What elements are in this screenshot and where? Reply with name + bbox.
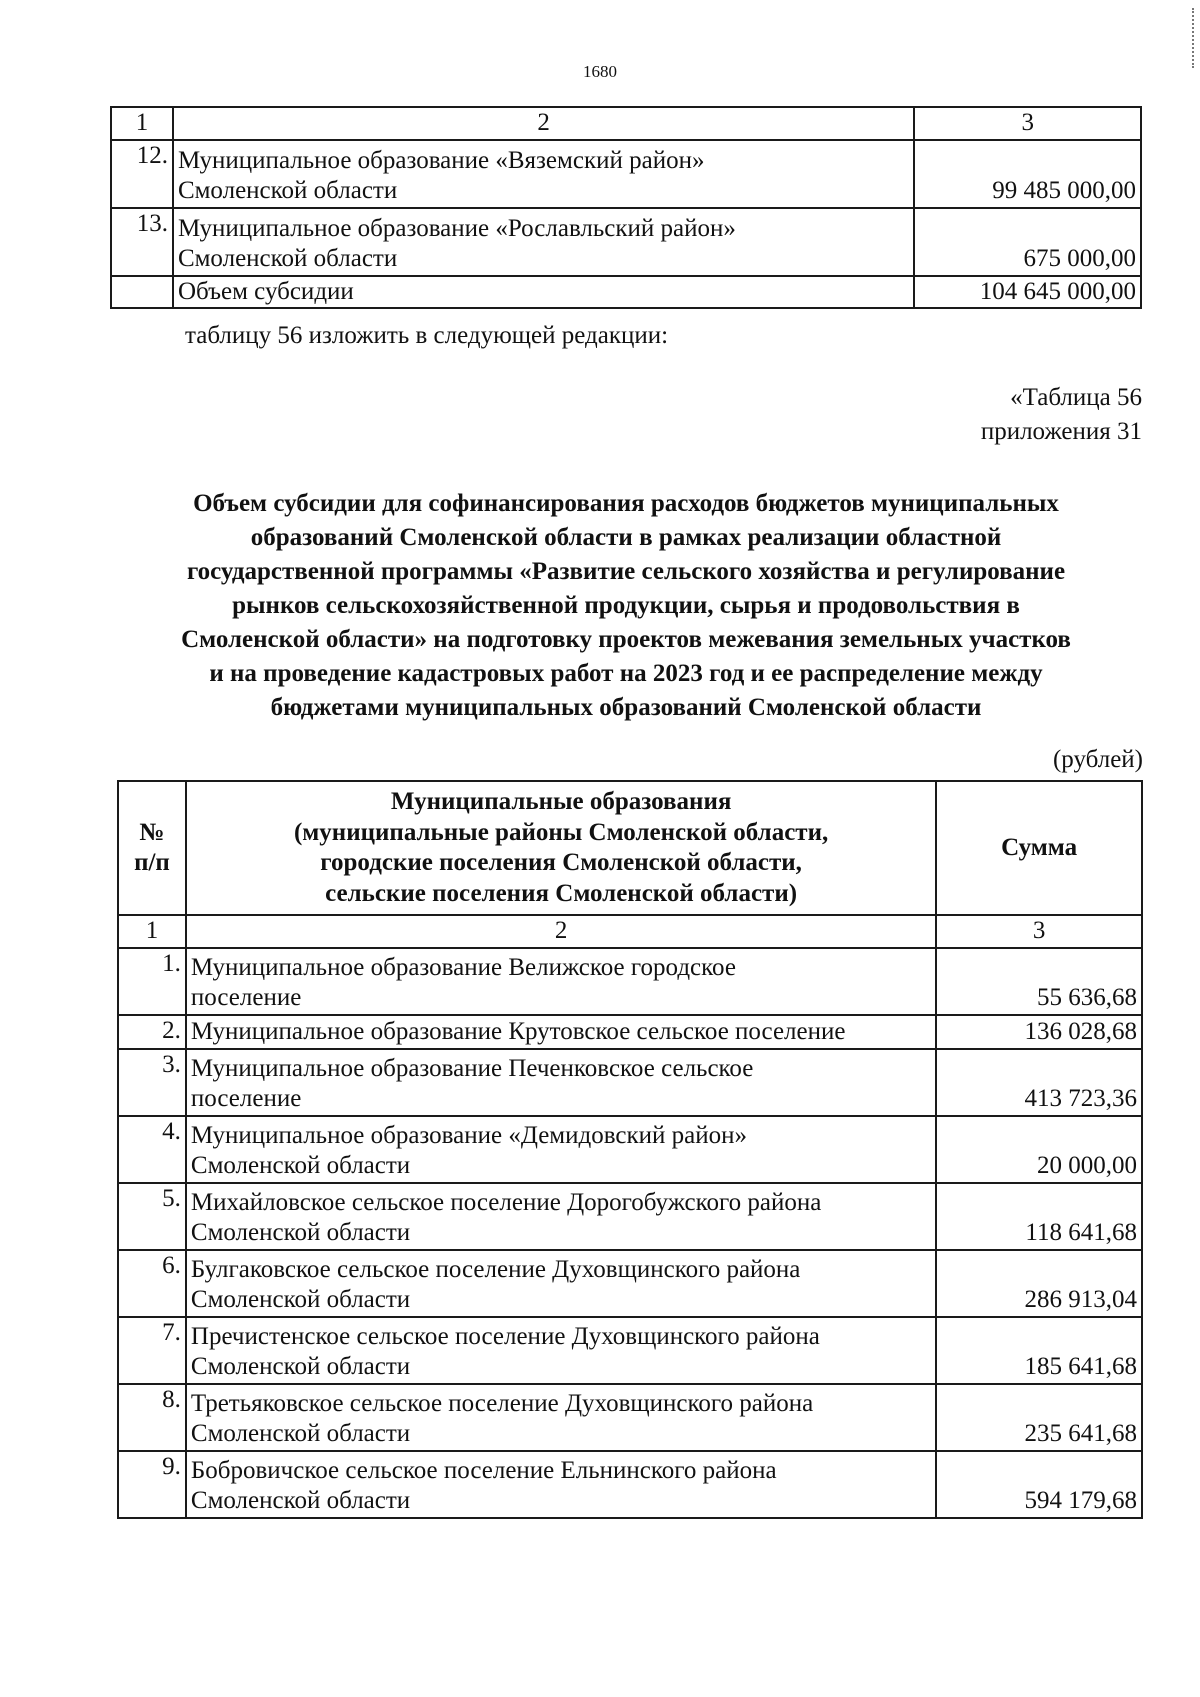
row-name-line: Муниципальное образование Печенковское сельское bbox=[190, 1054, 754, 1082]
row-name bbox=[186, 1183, 936, 1250]
title-line: бюджетами муниципальных образований Смоленской области bbox=[270, 694, 982, 721]
row-name-line: Смоленской области bbox=[190, 1487, 411, 1514]
row-name-line: Смоленской области bbox=[190, 1286, 411, 1313]
row-name bbox=[186, 1116, 936, 1183]
document-title bbox=[110, 487, 1142, 725]
table-row bbox=[118, 1384, 1142, 1451]
row-sum: 185 641,68 bbox=[936, 1317, 1142, 1384]
row-sum: 235 641,68 bbox=[936, 1384, 1142, 1451]
row-name-line: Михайловское сельское поселение Дорогобужского района bbox=[190, 1188, 822, 1216]
index-cell: 1 bbox=[118, 915, 186, 948]
row-name-line: Муниципальное образование «Вяземский район» bbox=[177, 146, 705, 174]
row-name bbox=[186, 1317, 936, 1384]
row-number: 8. bbox=[118, 1384, 186, 1451]
header-sum: Сумма bbox=[936, 781, 1142, 915]
scan-edge-mark bbox=[1192, 8, 1194, 68]
row-sum: 286 913,04 bbox=[936, 1250, 1142, 1317]
table-row bbox=[118, 1317, 1142, 1384]
row-number: 13. bbox=[111, 208, 173, 276]
table-row bbox=[111, 208, 1141, 276]
row-number: 3. bbox=[118, 1049, 186, 1116]
header-line: сельские поселения Смоленской области) bbox=[325, 879, 798, 907]
row-name-line: поселение bbox=[190, 1085, 302, 1112]
table-header-row bbox=[118, 781, 1142, 915]
page-number: 1680 bbox=[583, 62, 617, 81]
table-row bbox=[111, 140, 1141, 208]
row-number: 4. bbox=[118, 1116, 186, 1183]
index-cell: 3 bbox=[914, 107, 1141, 140]
row-name-line: Пречистенское сельское поселение Духовщинского района bbox=[190, 1322, 820, 1350]
index-cell: 3 bbox=[936, 915, 1142, 948]
row-name-line: Смоленской области bbox=[177, 177, 398, 204]
title-line: Смоленской области» на подготовку проектов межевания земельных участков bbox=[181, 626, 1071, 653]
row-name-line: Смоленской области bbox=[177, 245, 398, 272]
row-name bbox=[186, 1250, 936, 1317]
header-line: № bbox=[139, 818, 165, 846]
row-name-line: Бобровичское сельское поселение Ельнинского района bbox=[190, 1456, 777, 1484]
row-number: 12. bbox=[111, 140, 173, 208]
row-name bbox=[186, 948, 936, 1015]
subsidy-distribution-table bbox=[117, 780, 1143, 1519]
total-label: Объем субсидии bbox=[173, 276, 914, 309]
instruction-text: таблицу 56 изложить в следующей редакции: bbox=[185, 322, 669, 349]
header-number bbox=[118, 781, 186, 915]
table-row bbox=[118, 1116, 1142, 1183]
row-sum: 675 000,00 bbox=[914, 208, 1141, 276]
total-row bbox=[111, 276, 1141, 309]
row-name bbox=[186, 1451, 936, 1518]
row-number: 9. bbox=[118, 1451, 186, 1518]
row-sum: 20 000,00 bbox=[936, 1116, 1142, 1183]
table-row bbox=[118, 1183, 1142, 1250]
row-sum: 55 636,68 bbox=[936, 948, 1142, 1015]
table-reference-line: «Таблица 56 bbox=[1010, 384, 1142, 411]
row-number: 6. bbox=[118, 1250, 186, 1317]
table-row bbox=[118, 1451, 1142, 1518]
header-name bbox=[186, 781, 936, 915]
table-index-row bbox=[111, 107, 1141, 140]
row-sum: 136 028,68 bbox=[936, 1015, 1142, 1049]
row-sum: 594 179,68 bbox=[936, 1451, 1142, 1518]
row-name bbox=[186, 1015, 936, 1049]
row-name bbox=[186, 1049, 936, 1116]
title-line: рынков сельскохозяйственной продукции, сырья и продовольствия в bbox=[232, 592, 1020, 619]
row-name-line: Смоленской области bbox=[190, 1219, 411, 1246]
row-sum: 99 485 000,00 bbox=[914, 140, 1141, 208]
title-line: и на проведение кадастровых работ на 2023 год и ее распределение между bbox=[209, 660, 1043, 687]
units-label: (рублей) bbox=[1052, 746, 1143, 773]
row-name-line: Третьяковское сельское поселение Духовщинского района bbox=[190, 1389, 814, 1417]
row-name-line: Муниципальное образование Велижское городское bbox=[190, 953, 736, 981]
row-name-line: Муниципальное образование Крутовское сельское поселение bbox=[190, 1018, 846, 1045]
header-line: п/п bbox=[134, 849, 170, 876]
row-sum: 118 641,68 bbox=[936, 1183, 1142, 1250]
table-row bbox=[118, 948, 1142, 1015]
table-row bbox=[118, 1015, 1142, 1049]
index-cell: 1 bbox=[111, 107, 173, 140]
row-name-line: Смоленской области bbox=[190, 1420, 411, 1447]
row-name-line: Булгаковское сельское поселение Духовщинского района bbox=[190, 1255, 801, 1283]
row-number: 1. bbox=[118, 948, 186, 1015]
row-name-line: Муниципальное образование «Рославльский район» bbox=[177, 214, 736, 242]
row-number: 7. bbox=[118, 1317, 186, 1384]
header-line: Муниципальные образования bbox=[390, 788, 732, 815]
table-reference-line: приложения 31 bbox=[980, 418, 1142, 445]
table-index-row bbox=[118, 915, 1142, 948]
total-sum: 104 645 000,00 bbox=[914, 276, 1141, 309]
title-line: государственной программы «Развитие сельского хозяйства и регулирование bbox=[186, 558, 1066, 585]
continued-table bbox=[110, 106, 1142, 309]
row-name-line: Смоленской области bbox=[190, 1152, 411, 1179]
row-name bbox=[186, 1384, 936, 1451]
row-name-line: Смоленской области bbox=[190, 1353, 411, 1380]
title-line: Объем субсидии для софинансирования расходов бюджетов муниципальных bbox=[193, 490, 1059, 517]
index-cell: 2 bbox=[173, 107, 914, 140]
table-row bbox=[118, 1049, 1142, 1116]
row-sum: 413 723,36 bbox=[936, 1049, 1142, 1116]
row-name-line: Муниципальное образование «Демидовский район» bbox=[190, 1121, 747, 1149]
row-name bbox=[173, 208, 914, 276]
row-name-line: поселение bbox=[190, 984, 302, 1011]
index-cell: 2 bbox=[186, 915, 936, 948]
row-number: 2. bbox=[118, 1015, 186, 1049]
table-row bbox=[118, 1250, 1142, 1317]
row-number: 5. bbox=[118, 1183, 186, 1250]
title-line: образований Смоленской области в рамках реализации областной bbox=[250, 524, 1002, 551]
header-line: городские поселения Смоленской области, bbox=[320, 849, 802, 876]
row-number bbox=[111, 276, 173, 309]
header-line: (муниципальные районы Смоленской области, bbox=[293, 818, 829, 846]
row-name bbox=[173, 140, 914, 208]
